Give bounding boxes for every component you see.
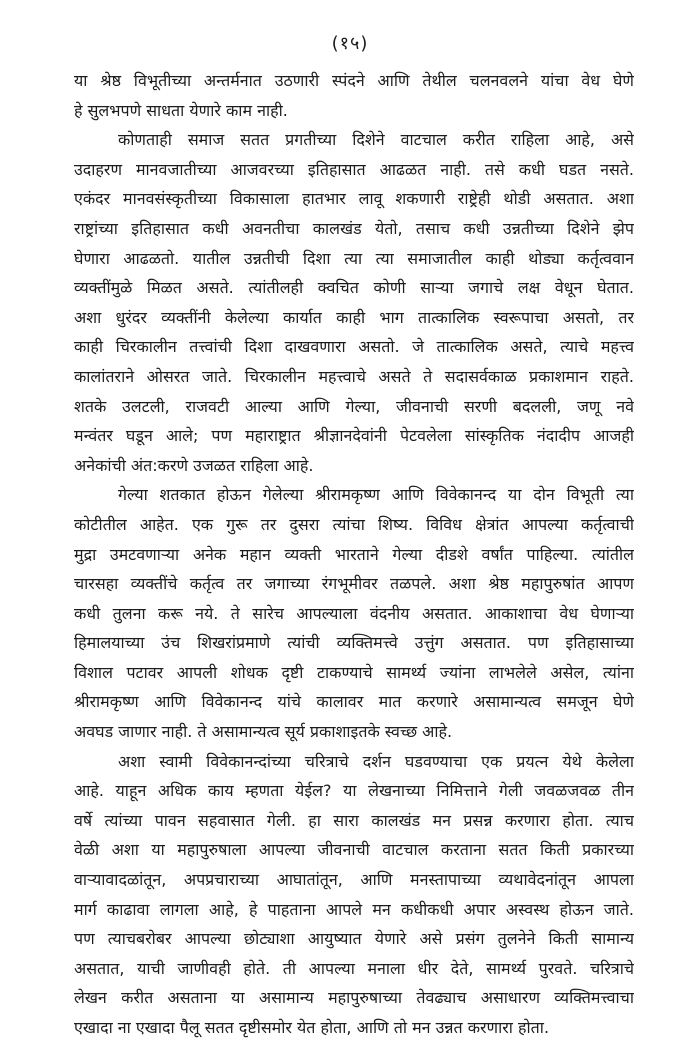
text-line: मुद्रा उमटवणाऱ्या अनेक महान व्यक्ती भारताने गेल्या दीडशे वर्षांत पाहिल्या. त्यांतील: [74, 544, 634, 564]
paragraph: [74, 747, 634, 1043]
text-line: कधी तुलना करू नये. ते सारेच आपल्याला वंदनीय असतात. आकाशाचा वेध घेणाऱ्या: [74, 603, 634, 623]
text-line: उदाहरण मानवजातीच्या आजवरच्या इतिहासात आढळत नाही. तसे कधी घडत नसते.: [74, 159, 634, 179]
text-line: वाऱ्यावादळांतून, अपप्रचाराच्या आघातांतून, आणि मनस्तापाच्या व्यथावेदनांतून आपला: [74, 870, 634, 890]
text-line: अशा स्वामी विवेकानन्दांच्या चरित्राचे दर्शन घडवण्याचा एक प्रयत्न येथे केलेला: [118, 751, 634, 771]
text-line: असतात, याची जाणीवही होते. ती आपल्या मनाला धीर देते, सामर्थ्य पुरवते. चरित्राचे: [74, 958, 634, 978]
text-line: हे सुलभपणे साधता येणारे काम नाही.: [74, 100, 288, 120]
text-line: या श्रेष्ठ विभूतीच्या अन्तर्मनात उठणारी स्पंदने आणि तेथील चलनवलने यांचा वेध घेणे: [74, 71, 634, 90]
text-line: काही चिरकालीन तत्त्वांची दिशा दाखवणारा असतो. जे तात्कालिक असते, त्याचे महत्त्व: [74, 337, 634, 357]
text-line: मार्ग काढावा लागला आहे, हे पाहताना आपले मन कधीकधी अपार अस्वस्थ होऊन जाते.: [74, 899, 634, 919]
text-line: विशाल पटावर आपली शोधक दृष्टी टाकण्याचे सामर्थ्य ज्यांना लाभलेले असेल, त्यांना: [74, 662, 634, 682]
text-line: शतके उलटली, राजवटी आल्या आणि गेल्या, जीवनाची सरणी बदलली, जणू नवे: [74, 396, 634, 416]
page-number: (१५): [331, 33, 369, 54]
text-line: एकंदर मानवसंस्कृतीच्या विकासाला हातभार लावू शकणारी राष्ट्रेही थोडी असतात. अशा: [74, 189, 634, 209]
text-line: लेखन करीत असताना या असामान्य महापुरुषाच्या तेवढ्याच असाधारण व्यक्तिमत्त्वाचा: [74, 988, 634, 1008]
text-line: कालांतराने ओसरत जाते. चिरकालीन महत्त्वाचे असते ते सदासर्वकाळ प्रकाशमान राहते.: [74, 366, 634, 386]
text-line: वर्षे त्यांच्या पावन सहवासात गेली. हा सारा कालखंड मन प्रसन्न करणारा होता. त्याच: [74, 810, 634, 830]
text-line: एखादा ना एखादा पैलू सतत दृष्टीसमोर येत होता, आणि तो मन उन्नत करणारा होता.: [74, 1018, 550, 1037]
text-line: चारसहा व्यक्तींचे कर्तृत्व तर जगाच्या रंगभूमीवर तळपले. अशा श्रेष्ठ महापुरुषांत आपण: [74, 574, 634, 594]
text-line: मन्वंतर घडून आले; पण महाराष्ट्रात श्रीज्ञानदेवांनी पेटवलेला सांस्कृतिक नंदादीप आजही: [74, 426, 634, 446]
text-line: कोटीतील आहेत. एक गुरू तर दुसरा त्यांचा शिष्य. विविध क्षेत्रांत आपल्या कर्तृत्वाची: [74, 514, 634, 534]
text-line: अवघड जाणार नाही. ते असामान्यत्व सूर्य प्रकाशाइतके स्वच्छ आहे.: [74, 722, 453, 742]
text-line: पण त्याचबरोबर आपल्या छोट्याशा आयुष्यात येणारे असे प्रसंग तुलनेने किती सामान्य: [74, 929, 634, 949]
text-line: अशा धुरंदर व्यक्तींनी केलेल्या कार्यात काही भाग तात्कालिक स्वरूपाचा असतो, तर: [74, 307, 634, 327]
text-line: आहे. याहून अधिक काय म्हणता येईल? या लेखनाच्या निमित्ताने गेली जवळजवळ तीन: [74, 781, 634, 801]
text-line: श्रीरामकृष्ण आणि विवेकानन्द यांचे कालावर मात करणारे असामान्यत्व समजून घेणे: [74, 692, 634, 712]
body-text: [74, 66, 634, 1043]
text-line: गेल्या शतकात होऊन गेलेल्या श्रीरामकृष्ण आणि विवेकानन्द या दोन विभूती त्या: [118, 485, 634, 505]
text-line: व्यक्तींमुळे मिळत असते. त्यांतीलही क्वचित कोणी साऱ्या जगाचे लक्ष वेधून घेतात.: [74, 278, 634, 298]
paragraph: [74, 480, 634, 746]
text-line: घेणारा आढळतो. यातील उन्नतीची दिशा त्या त्या समाजातील काही थोड्या कर्तृत्ववान: [74, 248, 634, 268]
text-line: हिमालयाच्या उंच शिखरांप्रमाणे त्यांची व्यक्तिमत्त्वे उत्तुंग असतात. पण इतिहासाच्या: [74, 633, 634, 653]
text-line: राष्ट्रांच्या इतिहासात कधी अवनतीचा कालखंड येतो, तसाच कधी उन्नतीच्या दिशेने झेप: [74, 218, 634, 238]
text-line: वेळी अशा या महापुरुषाला आपल्या जीवनाची वाटचाल करताना सतत किती प्रकारच्या: [74, 840, 634, 860]
text-line: अनेकांची अंत:करणे उजळत राहिला आहे.: [74, 455, 314, 475]
paragraph: [74, 66, 634, 125]
text-line: कोणताही समाज सतत प्रगतीच्या दिशेने वाटचाल करीत राहिला आहे, असे: [118, 130, 634, 150]
paragraph: [74, 125, 634, 480]
